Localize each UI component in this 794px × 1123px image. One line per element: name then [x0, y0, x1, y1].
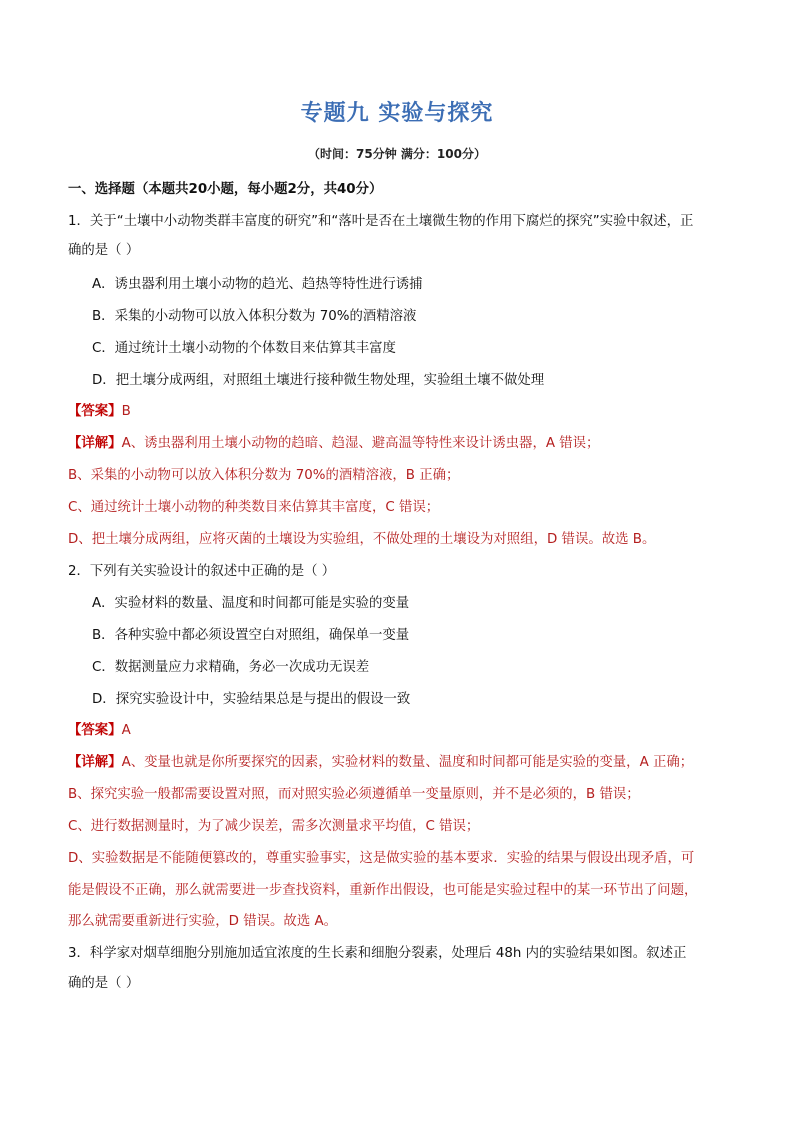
question-2-option-a: A．实验材料的数量、温度和时间都可能是实验的变量	[92, 596, 410, 611]
question-2-stem-line-1: 2．下列有关实验设计的叙述中正确的是（ ）	[68, 564, 336, 579]
question-1-option-c: C．通过统计土壤小动物的个体数目来估算其丰富度	[92, 341, 396, 356]
question-2-answer	[68, 722, 131, 740]
question-3-stem-line-2: 确的是（ ）	[68, 976, 140, 991]
question-1-detail-line-2: B、采集的小动物可以放入体积分数为 70%的酒精溶液，B 正确；	[68, 468, 460, 483]
question-3-stem-line-1: 3．科学家对烟草细胞分别施加适宜浓度的生长素和细胞分裂素，处理后 48h 内的实验结果如图。叙述正	[68, 946, 687, 961]
question-2-detail-line-2: B、探究实验一般都需要设置对照，而对照实验必须遵循单一变量原则，并不是必须的，B 错误；	[68, 787, 640, 802]
question-2-detail-line-1	[68, 754, 693, 772]
detail-text: A、变量也就是你所要探究的因素，实验材料的数量、温度和时间都可能是实验的变量，A 正确；	[121, 755, 694, 770]
answer-tag: 【答案】	[68, 404, 122, 419]
question-2-detail-line-6: 那么就需要重新进行实验，D 错误。故选 A。	[68, 914, 338, 929]
exam-info: （时间：75分钟 满分：100分）	[308, 147, 486, 161]
section-heading: 一、选择题（本题共20小题，每小题2分，共40分）	[68, 182, 383, 197]
question-2-detail-line-5: 能是假设不正确，那么就需要进一步查找资料，重新作出假设，也可能是实验过程中的某一环节出了问题，	[68, 883, 698, 898]
question-1-detail-line-3: C、通过统计土壤小动物的种类数目来估算其丰富度，C 错误；	[68, 500, 440, 515]
question-1-option-b: B．采集的小动物可以放入体积分数为 70%的酒精溶液	[92, 309, 417, 324]
answer-tag: 【答案】	[68, 723, 122, 738]
question-1-option-a: A．诱虫器利用土壤小动物的趋光、趋热等特性进行诱捕	[92, 277, 423, 292]
question-2-option-d: D．探究实验设计中，实验结果总是与提出的假设一致	[92, 692, 411, 707]
question-1-option-d: D．把土壤分成两组，对照组土壤进行接种微生物处理，实验组土壤不做处理	[92, 373, 545, 388]
question-1-stem-line-2: 确的是（ ）	[68, 243, 140, 258]
detail-text: A、诱虫器利用土壤小动物的趋暗、趋湿、避高温等特性来设计诱虫器，A 错误；	[121, 436, 600, 451]
question-1-answer	[68, 403, 131, 421]
answer-value: A	[121, 723, 131, 738]
question-2-detail-line-3: C、进行数据测量时，为了减少误差，需多次测量求平均值，C 错误；	[68, 819, 480, 834]
question-2-option-b: B．各种实验中都必须设置空白对照组，确保单一变量	[92, 628, 410, 643]
page-title: 专题九 实验与探究	[300, 101, 494, 126]
question-2-detail-line-4: D、实验数据是不能随便篡改的，尊重实验事实，这是做实验的基本要求．实验的结果与假设出现矛盾，可	[68, 851, 695, 866]
question-2-option-c: C．数据测量应力求精确，务必一次成功无误差	[92, 660, 370, 675]
question-1-stem-line-1: 1．关于“土壤中小动物类群丰富度的研究”和“落叶是否在土壤微生物的作用下腐烂的探究”实验中叙述，正	[68, 214, 694, 229]
answer-value: B	[121, 404, 131, 419]
question-1-detail-line-4: D、把土壤分成两组，应将灭菌的土壤设为实验组，不做处理的土壤设为对照组，D 错误。故选 B。	[68, 532, 656, 547]
question-1-detail-line-1	[68, 435, 599, 453]
detail-tag: 【详解】	[68, 436, 122, 451]
detail-tag: 【详解】	[68, 755, 122, 770]
